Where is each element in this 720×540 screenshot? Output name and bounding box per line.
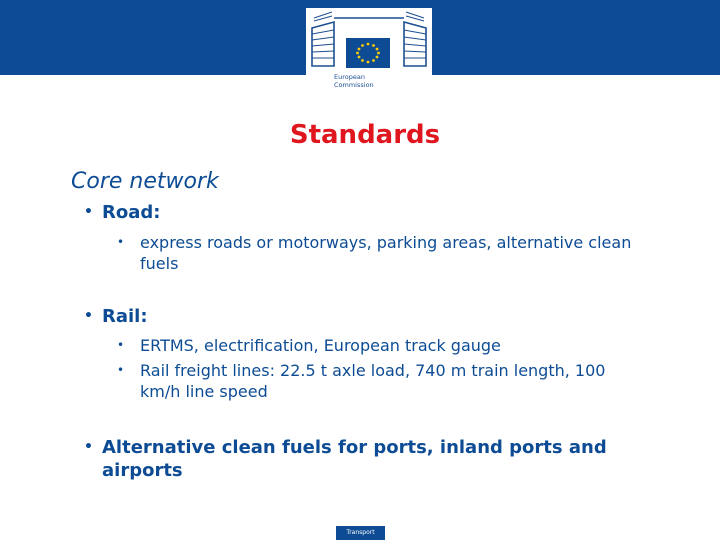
berlaymont-building-icon (306, 8, 432, 72)
sub-bullet-rail-1 (117, 335, 637, 356)
logo-text (334, 74, 414, 89)
bullet-alternative-fuels (84, 436, 644, 482)
bullet-road (84, 201, 644, 224)
sub-bullet-text: ERTMS, electrification, European track gauge (140, 336, 501, 355)
slide-title: Standards (289, 120, 441, 150)
eu-flag-icon (346, 38, 390, 68)
sub-bullet-text: Rail freight lines: 22.5 t axle load, 740 m train length, 100 km/h line speed (140, 361, 606, 401)
bullet-dot-icon: • (84, 308, 93, 324)
bullet-dot-icon: • (84, 204, 93, 220)
footer-transport-tag: Transport (336, 526, 385, 540)
bullet-rail-label: Rail: (102, 306, 148, 327)
slide-subtitle: Core network (71, 169, 219, 194)
bullet-road-label: Road: (102, 202, 161, 223)
bullet-dot-icon: • (84, 439, 93, 455)
sub-bullet-rail-2 (117, 360, 637, 402)
bullet-dot-icon: • (117, 235, 125, 249)
bullet-alternative-fuels-label: Alternative clean fuels for ports, inland ports and airports (102, 437, 607, 481)
sub-bullet-text: express roads or motorways, parking areas, alternative clean fuels (140, 233, 632, 273)
bullet-dot-icon: • (117, 338, 125, 352)
bullet-dot-icon: • (117, 363, 125, 377)
bullet-rail (84, 305, 644, 328)
logo-line-1: European (334, 73, 365, 81)
logo-line-2: Commission (334, 80, 374, 89)
european-commission-logo (306, 8, 432, 98)
sub-bullet-road-1 (117, 232, 637, 274)
